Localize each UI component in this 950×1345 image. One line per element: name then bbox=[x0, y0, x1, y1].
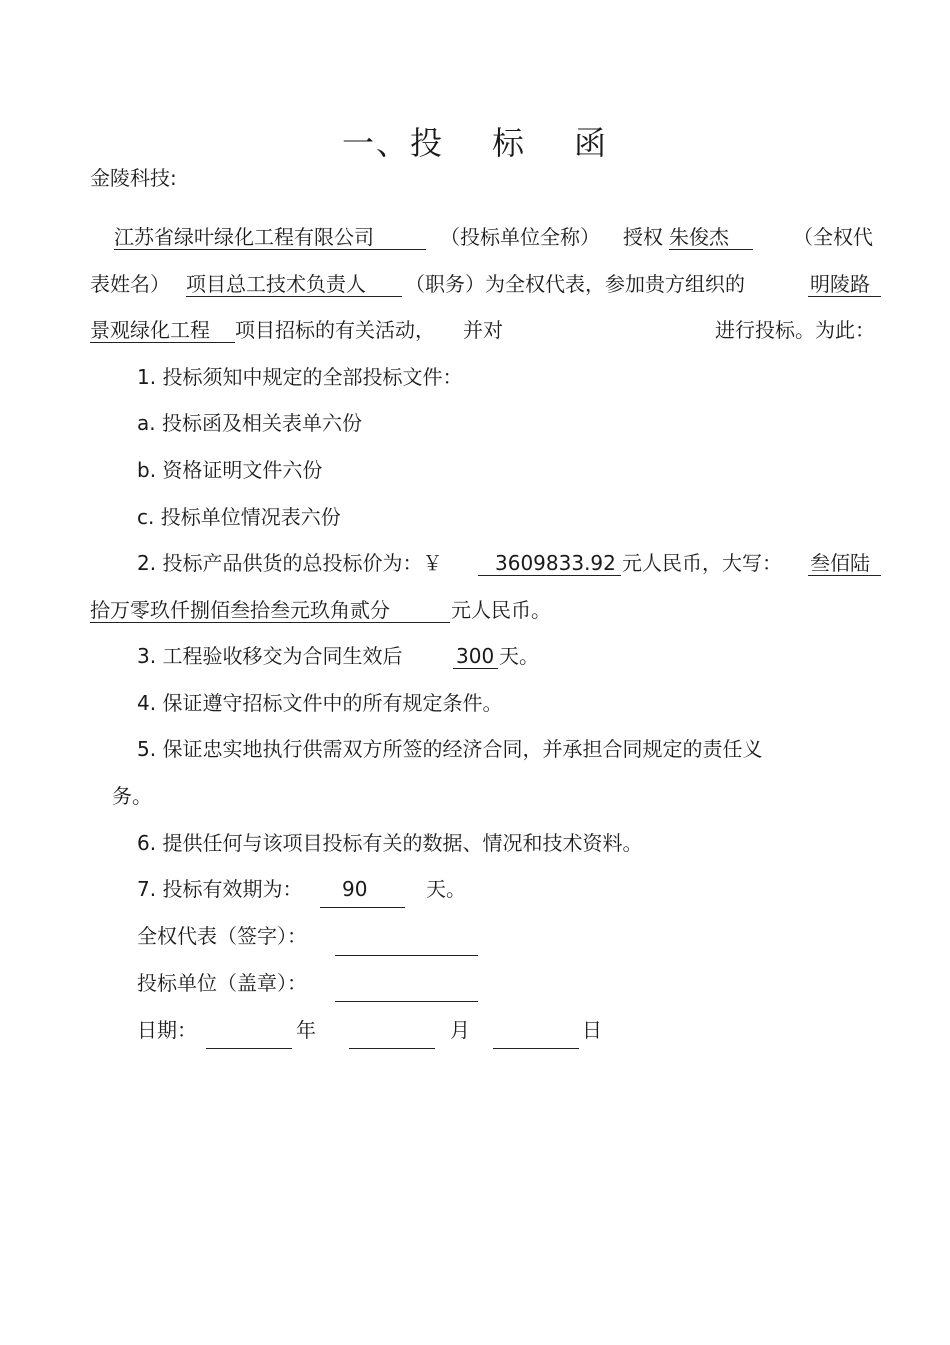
company-name: 江苏省绿叶绿化工程有限公司 bbox=[114, 225, 374, 249]
and-text: 并对 bbox=[463, 318, 503, 342]
representative-signature-line[interactable] bbox=[335, 955, 478, 956]
position: 项目总工技术负责人 bbox=[186, 272, 366, 296]
item-2-mid: 元人民币，大写： bbox=[622, 551, 782, 575]
item-3-prefix: 3. 工程验收移交为合同生效后 bbox=[137, 644, 403, 668]
auth-prefix: 授权 bbox=[623, 225, 663, 249]
representative-signature-label: 全权代表（签字）： bbox=[137, 924, 307, 948]
handover-days: 300 bbox=[456, 644, 495, 668]
representative-underline bbox=[669, 249, 753, 250]
title-char-2: 标 bbox=[492, 124, 527, 162]
item-5b: 务。 bbox=[112, 784, 152, 808]
page-title bbox=[0, 118, 950, 164]
item-5a: 5. 保证忠实地执行供需双方所签的经济合同，并承担合同规定的责任义 bbox=[137, 737, 763, 761]
price-words-underline-a bbox=[808, 575, 881, 576]
item-4: 4. 保证遵守招标文件中的所有规定条件。 bbox=[137, 691, 503, 715]
day-label: 日 bbox=[582, 1018, 602, 1042]
company-note: （投标单位全称） bbox=[440, 225, 600, 249]
month-line[interactable] bbox=[349, 1048, 435, 1049]
rep-note-a: （全权代 bbox=[793, 225, 873, 249]
unit-seal-line[interactable] bbox=[335, 1001, 478, 1002]
position-underline bbox=[186, 296, 402, 297]
position-note: （职务）为全权代表，参加贵方组织的 bbox=[405, 272, 745, 296]
project-name-a: 明陵路 bbox=[810, 272, 870, 296]
project-underline-a bbox=[808, 296, 881, 297]
item-1c: c. 投标单位情况表六份 bbox=[137, 505, 341, 529]
item-7-prefix: 7. 投标有效期为： bbox=[137, 877, 303, 901]
project-underline-b bbox=[90, 342, 235, 343]
bid-text: 进行投标。为此： bbox=[715, 318, 875, 342]
month-label: 月 bbox=[450, 1018, 470, 1042]
item-2-prefix: 2. 投标产品供货的总投标价为：￥ bbox=[137, 551, 443, 575]
title-prefix: 一、 bbox=[341, 124, 410, 162]
rep-note-b: 表姓名） bbox=[90, 272, 170, 296]
representative-name: 朱俊杰 bbox=[669, 225, 729, 249]
company-underline bbox=[114, 249, 426, 250]
title-char-1: 投 bbox=[409, 124, 444, 162]
year-label: 年 bbox=[296, 1018, 316, 1042]
item-1: 1. 投标须知中规定的全部投标文件： bbox=[137, 365, 463, 389]
total-price-underline bbox=[478, 575, 621, 576]
total-price: 3609833.92 bbox=[495, 551, 616, 575]
year-line[interactable] bbox=[206, 1048, 292, 1049]
unit-seal-label: 投标单位（盖章）： bbox=[137, 971, 307, 995]
activity: 项目招标的有关活动， bbox=[235, 318, 435, 342]
validity-days-underline bbox=[320, 907, 405, 908]
item-2-suffix: 元人民币。 bbox=[451, 598, 551, 622]
item-6: 6. 提供任何与该项目投标有关的数据、情况和技术资料。 bbox=[137, 831, 643, 855]
title-char-3: 函 bbox=[574, 124, 609, 162]
item-7-suffix: 天。 bbox=[426, 877, 466, 901]
item-1b: b. 资格证明文件六份 bbox=[137, 458, 323, 482]
handover-days-underline bbox=[453, 668, 498, 669]
price-words-underline-b bbox=[90, 622, 450, 623]
item-3-suffix: 天。 bbox=[499, 644, 539, 668]
price-words-b: 拾万零玖仟捌佰叁拾叁元玖角贰分 bbox=[90, 598, 390, 622]
date-label: 日期： bbox=[137, 1018, 197, 1042]
addressee: 金陵科技: bbox=[90, 166, 177, 190]
day-line[interactable] bbox=[493, 1048, 579, 1049]
price-words-a: 叁佰陆 bbox=[810, 551, 870, 575]
project-name-b: 景观绿化工程 bbox=[90, 318, 210, 342]
item-1a: a. 投标函及相关表单六份 bbox=[137, 411, 362, 435]
validity-days: 90 bbox=[342, 877, 368, 901]
